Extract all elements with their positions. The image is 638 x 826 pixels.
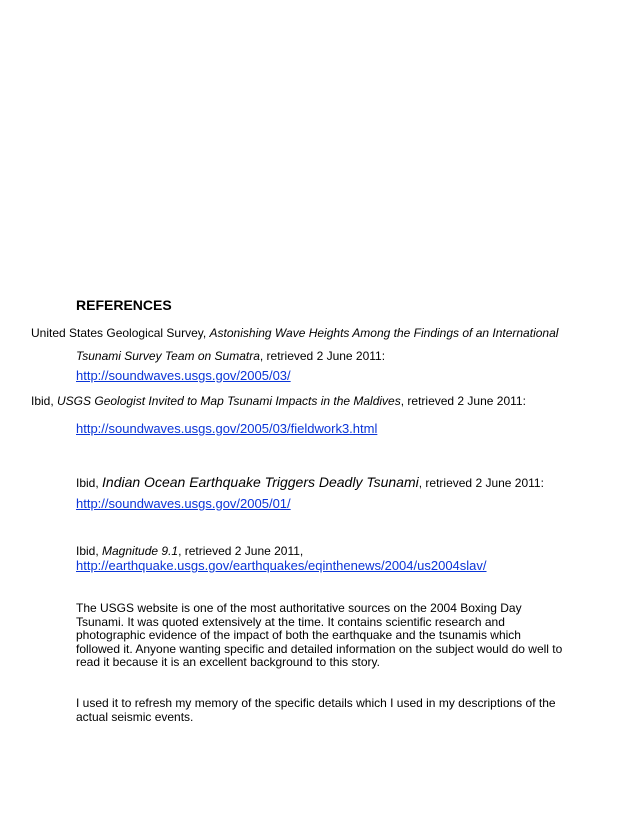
reference-2-title: USGS Geologist Invited to Map Tsunami Impacts in the Maldives (57, 394, 401, 408)
reference-2-link[interactable]: http://soundwaves.usgs.gov/2005/03/fieldwork3.html (76, 421, 378, 436)
commentary-paragraph-1: The USGS website is one of the most authoritative sources on the 2004 Boxing Day Tsunami. It was quoted extensively at the time. It contains scientific research and photographic evidence of the impact of both the earthquake and the tsunamis which followed it. Anyone wanting specific and detailed information on the subject would do well to read it because it is an excellent background to this story. (76, 601, 563, 669)
reference-4-retrieved: , retrieved 2 June 2011, (178, 544, 304, 558)
reference-4-title: Magnitude 9.1 (102, 544, 179, 558)
reference-3-line-1 (76, 475, 544, 490)
reference-3-title: Indian Ocean Earthquake Triggers Deadly Tsunami (102, 474, 419, 490)
references-heading: REFERENCES (76, 297, 172, 313)
reference-1-retrieved: , retrieved 2 June 2011: (259, 349, 386, 363)
reference-3-author: Ibid, (76, 476, 103, 490)
reference-3-retrieved: , retrieved 2 June 2011: (418, 476, 544, 490)
reference-2-line-1 (31, 394, 526, 408)
reference-3-link[interactable]: http://soundwaves.usgs.gov/2005/01/ (76, 496, 291, 511)
commentary-paragraph-2: I used it to refresh my memory of the specific details which I used in my descriptions of the actual seismic events. (76, 696, 556, 724)
reference-1-link[interactable]: http://soundwaves.usgs.gov/2005/03/ (76, 368, 291, 383)
reference-1-title-cont: Tsunami Survey Team on Sumatra (76, 349, 260, 363)
reference-2-author: Ibid, (31, 394, 58, 408)
reference-1-line-1 (31, 326, 558, 340)
reference-1-line-2 (76, 349, 385, 363)
reference-4-link[interactable]: http://earthquake.usgs.gov/earthquakes/eqinthenews/2004/us2004slav/ (76, 558, 487, 573)
reference-1-author: United States Geological Survey, (31, 326, 210, 340)
reference-1-title: Astonishing Wave Heights Among the Findings of an International (209, 326, 559, 340)
reference-4-line-1 (76, 544, 303, 558)
reference-2-retrieved: , retrieved 2 June 2011: (400, 394, 526, 408)
reference-4-author: Ibid, (76, 544, 103, 558)
